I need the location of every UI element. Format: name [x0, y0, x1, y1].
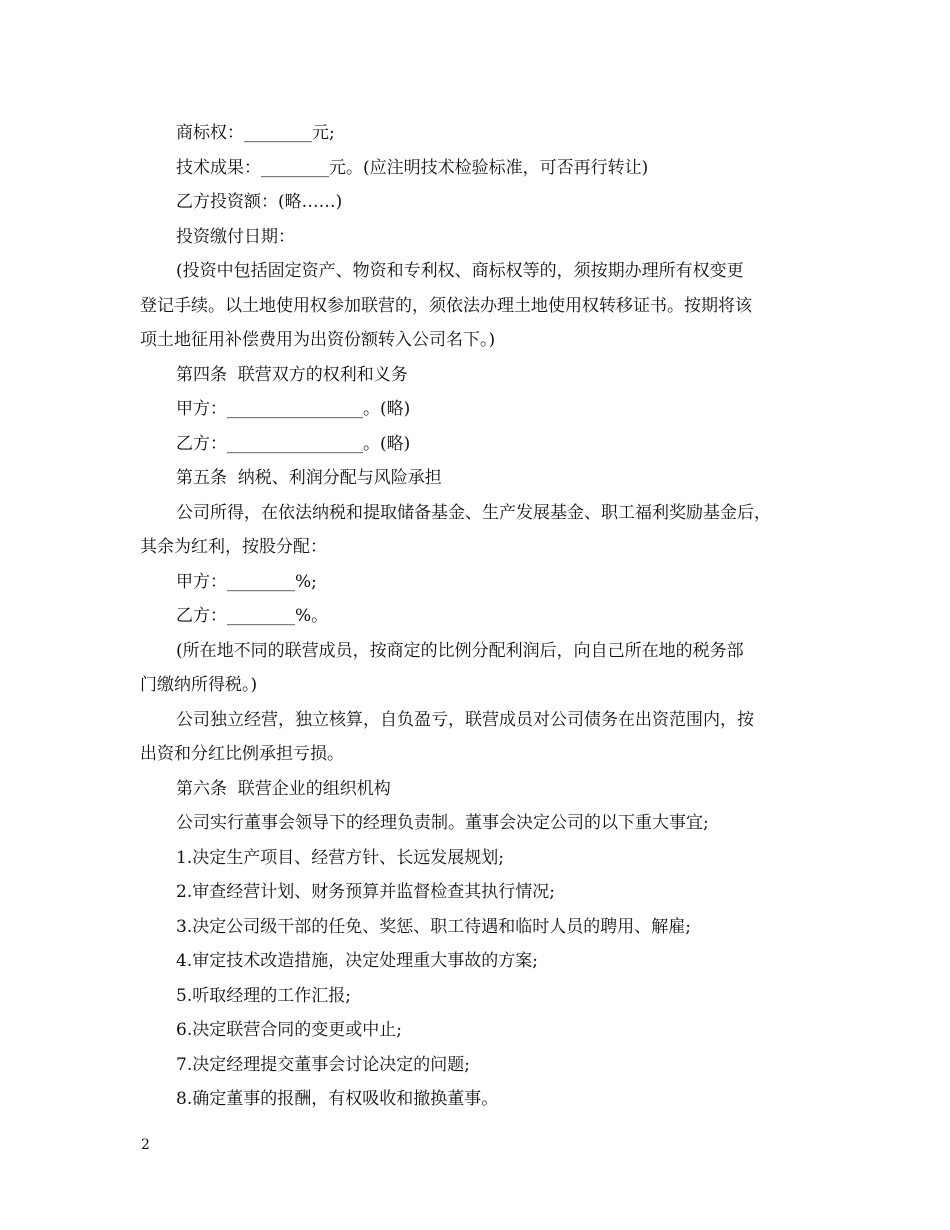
text-line-tax-note-2: 门缴纳所得税。) [140, 675, 258, 695]
text-line-investment-note-3: 项土地征用补偿费用为出资份额转入公司名下。) [140, 330, 496, 350]
text-line-profit-1: 公司所得，在依法纳税和提取储备基金、生产发展基金、职工福利奖励基金后， [176, 502, 771, 523]
text-line-independent-operation-1: 公司独立经营，独立核算，自负盈亏，联营成员对公司债务在出资范围内，按 [176, 709, 754, 730]
article-5-heading: 第五条 纳税、利润分配与风险承担 [176, 468, 442, 488]
list-item-8: 8.确定董事的报酬，有权吸收和撤换董事。 [176, 1089, 499, 1109]
list-item-2: 2.审查经营计划、财务预算并监督检查其执行情况; [176, 882, 555, 902]
list-item-4: 4.审定技术改造措施，决定处理重大事故的方案; [176, 951, 538, 971]
document-body [140, 116, 830, 1117]
text-line-party-b-share: 乙方：________%。 [176, 606, 329, 626]
list-item-7: 7.决定经理提交董事会讨论决定的问题; [176, 1054, 470, 1075]
text-line-party-a-share: 甲方：________%; [176, 571, 317, 592]
text-line-profit-2: 其余为红利，按股分配： [140, 537, 327, 557]
list-item-3: 3.决定公司级干部的任免、奖惩、职工待遇和临时人员的聘用、解雇; [176, 916, 691, 937]
text-line-board-intro: 公司实行董事会领导下的经理负责制。董事会决定公司的以下重大事宜; [176, 813, 709, 833]
text-line-tax-note-1: (所在地不同的联营成员，按商定的比例分配利润后，向自己所在地的税务部 [176, 640, 744, 661]
text-line-tech-results: 技术成果：________元。(应注明技术检验标准，可否再行转让) [176, 157, 649, 178]
text-line-investment-note-1: (投资中包括固定资产、物资和专利权、商标权等的，须按期办理所有权变更 [176, 261, 744, 281]
text-line-party-b-rights: 乙方：________________。(略) [176, 433, 411, 454]
text-line-party-b-investment: 乙方投资额：(略……) [176, 192, 343, 212]
text-line-trademark: 商标权：________元; [176, 123, 335, 143]
text-line-independent-operation-2: 出资和分红比例承担亏损。 [140, 744, 344, 764]
text-line-investment-note-2: 登记手续。以土地使用权参加联营的，须依法办理土地使用权转移证书。按期将该 [140, 295, 752, 316]
text-line-party-a-rights: 甲方：________________。(略) [176, 399, 411, 419]
list-item-5: 5.听取经理的工作汇报; [176, 985, 351, 1006]
list-item-6: 6.决定联营合同的变更或中止; [176, 1020, 402, 1040]
article-6-heading: 第六条 联营企业的组织机构 [176, 778, 391, 799]
page-number: 2 [141, 1137, 150, 1153]
article-4-heading: 第四条 联营双方的权利和义务 [176, 364, 408, 385]
list-item-1: 1.决定生产项目、经营方针、长远发展规划; [176, 847, 504, 868]
text-line-payment-date: 投资缴付日期： [176, 226, 295, 247]
